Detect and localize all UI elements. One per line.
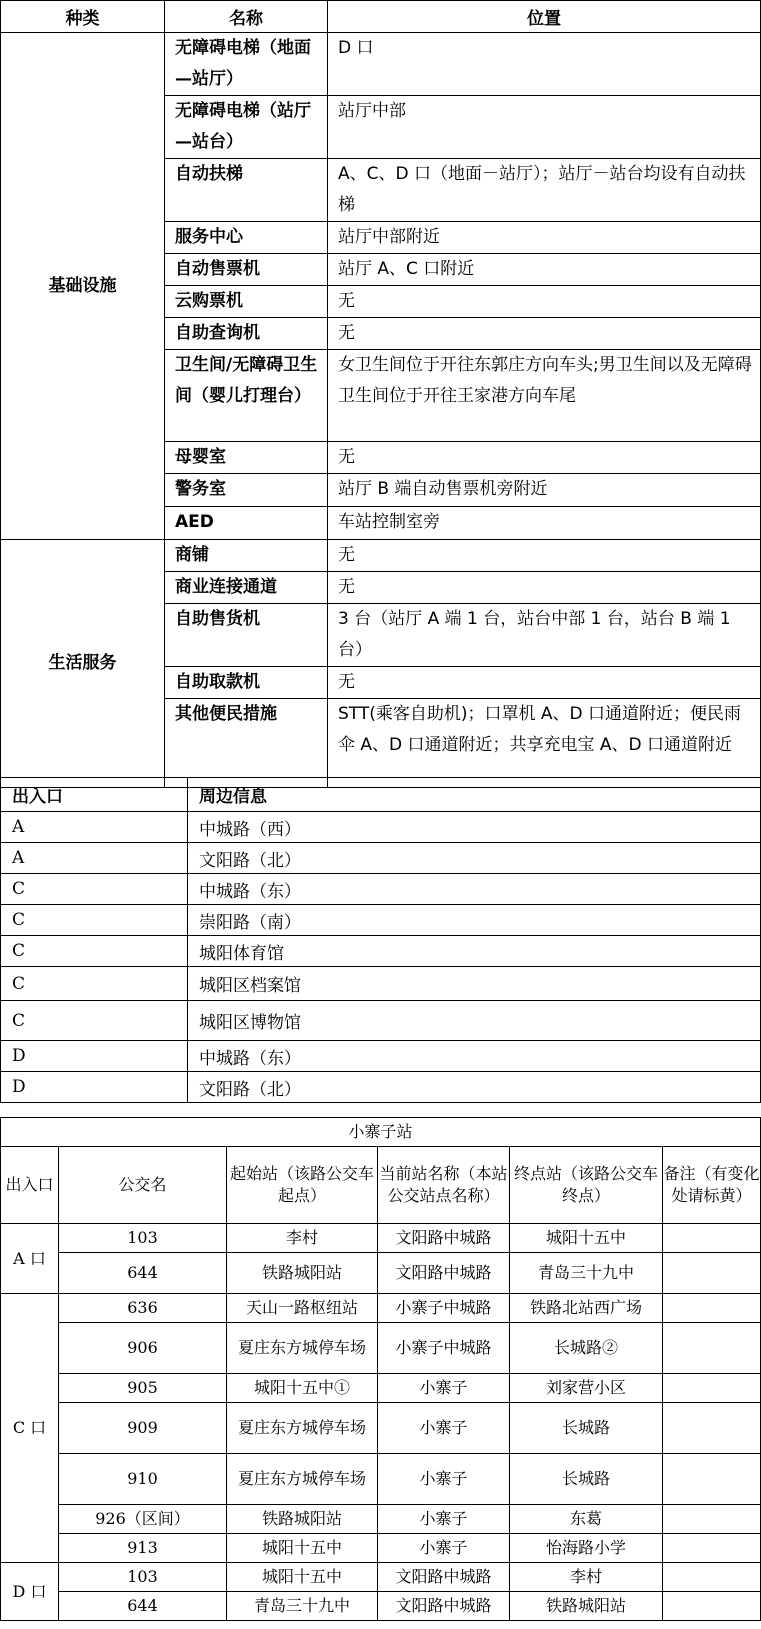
table-row (1, 812, 761, 843)
facility-position: D 口 (328, 33, 761, 96)
table-row (1, 1374, 761, 1403)
surroundings-cell: 城阳区博物馆 (188, 1001, 761, 1041)
surroundings-cell: 城阳区档案馆 (188, 967, 761, 1001)
note-cell (663, 1505, 761, 1534)
surroundings-cell: 中城路（西） (188, 812, 761, 843)
facility-position: 站厅 A、C 口附近 (328, 254, 761, 286)
table-row (1, 1001, 761, 1041)
surroundings-cell: 中城路（东） (188, 874, 761, 905)
bus-header-row (1, 1147, 761, 1224)
bus-table (0, 1117, 761, 1621)
facility-name: 无障碍电梯（地面—站厅） (165, 33, 328, 96)
table-row (1, 1534, 761, 1563)
exit-cell: C (1, 905, 188, 936)
exit-cell: A 口 (1, 1224, 59, 1294)
current-cell: 文阳路中城路 (378, 1592, 510, 1621)
route-cell: 910 (59, 1454, 227, 1505)
surroundings-cell: 文阳路（北） (188, 1072, 761, 1103)
start-cell: 李村 (227, 1224, 378, 1253)
current-cell: 小寨子 (378, 1505, 510, 1534)
facility-position: 无 (328, 286, 761, 318)
current-cell: 小寨子 (378, 1403, 510, 1454)
surroundings-cell: 城阳体育馆 (188, 936, 761, 967)
start-cell: 夏庄东方城停车场 (227, 1403, 378, 1454)
exit-cell: A (1, 843, 188, 874)
facility-position: 车站控制室旁 (328, 507, 761, 540)
table-row (1, 1592, 761, 1621)
table-row (1, 905, 761, 936)
table-row (1, 967, 761, 1001)
facility-position: 女卫生间位于开往东郭庄方向车头;男卫生间以及无障碍卫生间位于开往王家港方向车尾 (328, 350, 761, 442)
note-cell (663, 1454, 761, 1505)
end-cell: 李村 (510, 1563, 663, 1592)
exit-cell: C (1, 874, 188, 905)
route-cell: 909 (59, 1403, 227, 1454)
note-cell (663, 1403, 761, 1454)
header-exit: 出入口 (1, 1147, 59, 1224)
facility-position: 无 (328, 667, 761, 699)
end-cell: 长城路 (510, 1454, 663, 1505)
surroundings-cell: 崇阳路（南） (188, 905, 761, 936)
route-cell: 906 (59, 1323, 227, 1374)
current-cell: 文阳路中城路 (378, 1253, 510, 1294)
exit-cell: D 口 (1, 1563, 59, 1621)
facility-name: 卫生间/无障碍卫生间（婴儿打理台） (165, 350, 328, 442)
end-cell: 铁路城阳站 (510, 1592, 663, 1621)
current-cell: 文阳路中城路 (378, 1224, 510, 1253)
table-row (1, 1454, 761, 1505)
note-cell (663, 1534, 761, 1563)
facility-name: 自助售货机 (165, 604, 328, 667)
table-row (1, 540, 761, 572)
end-cell: 青岛三十九中 (510, 1253, 663, 1294)
station-title: 小寨子站 (1, 1118, 761, 1147)
table-row (1, 1294, 761, 1323)
note-cell (663, 1592, 761, 1621)
end-cell: 刘家营小区 (510, 1374, 663, 1403)
route-cell: 913 (59, 1534, 227, 1563)
header-start: 起始站（该路公交车起点） (227, 1147, 378, 1224)
exit-cell: C (1, 967, 188, 1001)
header-note: 备注（有变化处请标黄） (663, 1147, 761, 1224)
facility-position: 无 (328, 318, 761, 350)
start-cell: 夏庄东方城停车场 (227, 1454, 378, 1505)
start-cell: 城阳十五中 (227, 1563, 378, 1592)
header-current: 当前站名称（本站公交站点名称） (378, 1147, 510, 1224)
header-name: 名称 (165, 1, 328, 33)
exit-cell: C 口 (1, 1294, 59, 1563)
facility-position: 3 台（站厅 A 端 1 台，站台中部 1 台，站台 B 端 1 台） (328, 604, 761, 667)
facility-name: 云购票机 (165, 286, 328, 318)
exits-table (0, 777, 761, 1103)
start-cell: 夏庄东方城停车场 (227, 1323, 378, 1374)
facility-name: 自动扶梯 (165, 159, 328, 222)
start-cell: 铁路城阳站 (227, 1253, 378, 1294)
header-end: 终点站（该路公交车终点） (510, 1147, 663, 1224)
surroundings-cell: 文阳路（北） (188, 843, 761, 874)
route-cell: 103 (59, 1563, 227, 1592)
facility-position: 站厅 B 端自动售票机旁附近 (328, 474, 761, 507)
note-cell (663, 1374, 761, 1403)
facilities-header-row (1, 1, 761, 33)
exit-cell: C (1, 1001, 188, 1041)
end-cell: 城阳十五中 (510, 1224, 663, 1253)
facility-name: 母婴室 (165, 442, 328, 474)
facility-name: 商铺 (165, 540, 328, 572)
header-route: 公交名 (59, 1147, 227, 1224)
current-cell: 小寨子 (378, 1374, 510, 1403)
facility-name: 商业连接通道 (165, 572, 328, 604)
start-cell: 铁路城阳站 (227, 1505, 378, 1534)
current-cell: 小寨子 (378, 1454, 510, 1505)
facility-name: 自助取款机 (165, 667, 328, 699)
note-cell (663, 1563, 761, 1592)
header-exit: 出入口 (1, 778, 188, 812)
start-cell: 天山一路枢纽站 (227, 1294, 378, 1323)
facility-name: 自助查询机 (165, 318, 328, 350)
route-cell: 905 (59, 1374, 227, 1403)
route-cell: 644 (59, 1253, 227, 1294)
facility-name: 无障碍电梯（站厅—站台） (165, 96, 328, 159)
facility-position: 无 (328, 442, 761, 474)
table-row (1, 1505, 761, 1534)
route-cell: 926（区间） (59, 1505, 227, 1534)
facility-name: 警务室 (165, 474, 328, 507)
table-row (1, 1041, 761, 1072)
category-cell: 生活服务 (1, 540, 165, 788)
table-row (1, 1224, 761, 1253)
surroundings-cell: 中城路（东） (188, 1041, 761, 1072)
table-row (1, 1323, 761, 1374)
facility-position: STT(乘客自助机)；口罩机 A、D 口通道附近；便民雨伞 A、D 口通道附近；共享充电宝 A、D 口通道附近 (328, 699, 761, 788)
note-cell (663, 1294, 761, 1323)
facility-name: 自动售票机 (165, 254, 328, 286)
facility-position: 站厅中部附近 (328, 222, 761, 254)
current-cell: 文阳路中城路 (378, 1563, 510, 1592)
header-surroundings: 周边信息 (188, 778, 761, 812)
table-row (1, 936, 761, 967)
header-category: 种类 (1, 1, 165, 33)
end-cell: 长城路② (510, 1323, 663, 1374)
header-position: 位置 (328, 1, 761, 33)
end-cell: 铁路北站西广场 (510, 1294, 663, 1323)
start-cell: 城阳十五中 (227, 1534, 378, 1563)
facility-name: 服务中心 (165, 222, 328, 254)
end-cell: 东葛 (510, 1505, 663, 1534)
end-cell: 长城路 (510, 1403, 663, 1454)
exits-header-row (1, 778, 761, 812)
route-cell: 103 (59, 1224, 227, 1253)
start-cell: 城阳十五中① (227, 1374, 378, 1403)
exit-cell: D (1, 1072, 188, 1103)
note-cell (663, 1253, 761, 1294)
note-cell (663, 1224, 761, 1253)
current-cell: 小寨子中城路 (378, 1323, 510, 1374)
current-cell: 小寨子 (378, 1534, 510, 1563)
table-row (1, 874, 761, 905)
table-row (1, 33, 761, 96)
table-row (1, 1253, 761, 1294)
facility-position: 站厅中部 (328, 96, 761, 159)
category-cell: 基础设施 (1, 33, 165, 540)
facility-name: 其他便民措施 (165, 699, 328, 788)
exit-cell: D (1, 1041, 188, 1072)
current-cell: 小寨子中城路 (378, 1294, 510, 1323)
table-row (1, 843, 761, 874)
table-row (1, 1072, 761, 1103)
facility-position: A、C、D 口（地面－站厅）；站厅－站台均设有自动扶梯 (328, 159, 761, 222)
table-row (1, 1563, 761, 1592)
facility-position: 无 (328, 572, 761, 604)
facilities-table (0, 0, 761, 788)
route-cell: 636 (59, 1294, 227, 1323)
end-cell: 怡海路小学 (510, 1534, 663, 1563)
exit-cell: A (1, 812, 188, 843)
station-title-row (1, 1118, 761, 1147)
facility-position: 无 (328, 540, 761, 572)
start-cell: 青岛三十九中 (227, 1592, 378, 1621)
note-cell (663, 1323, 761, 1374)
exit-cell: C (1, 936, 188, 967)
route-cell: 644 (59, 1592, 227, 1621)
table-row (1, 1403, 761, 1454)
facility-name: AED (165, 507, 328, 540)
